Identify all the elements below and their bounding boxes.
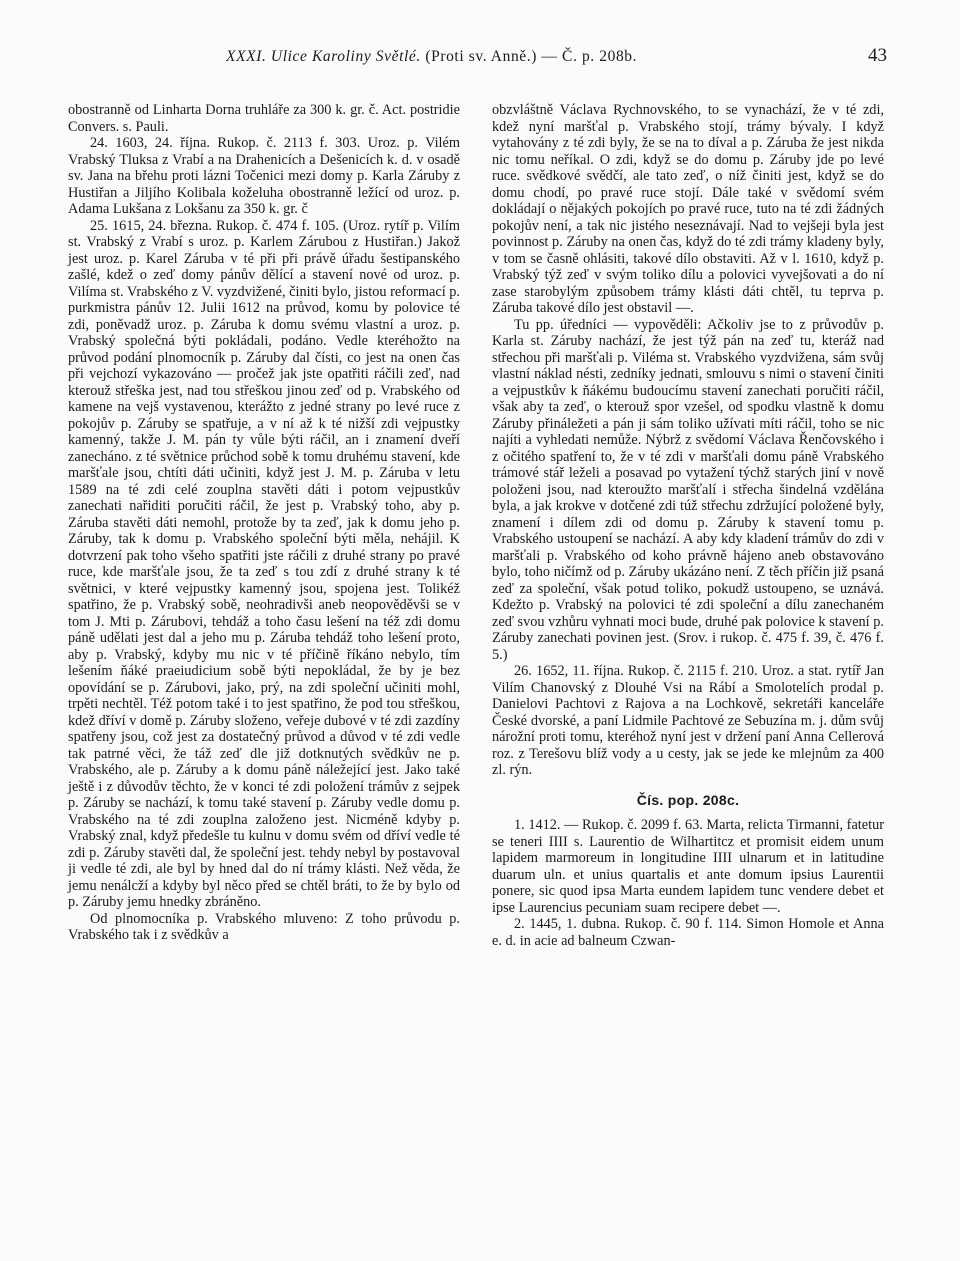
right-column xyxy=(492,102,884,949)
paragraph: Tu pp. úředníci — vypověděli: Ačkoliv jse to z průvodův p. Karla st. Záruby nachází, že jest týž pán na zeď tu, kteráž nad střechou při maršťali p. Viléma st. Vrabského vyzdvižena, sám svůj vlastní náklad nésti, zedníky jednati, smlouvu s nimi o stavení činiti a vejpustkův k ňákému budoucímu stavení zanechati poručiti ráčil, však aby ta zeď, o kterouž spor vzešel, od spodku vlastně k domu Záruby přináležeti a pán ji sám toliko užívati míti ráčil, toho se nic najíti a vyhledati nemůže. Nýbrž z svědomí Václava Řenčovského i z očitého spatření to, že v té zdi v maršťali domu páně Vrabského trámové stář leželi a posavad po vytažení týchž starých jiní v nově položeni jsou, nad kteroužto maršťalí i střecha šindelná vzdělána byla, a jak krokve v dotčené zdi túž střechu zdržující položené byly, znamení i dílem zdi od domu p. Záruby k stavení tomu p. Vrabského ustoupení se nachází. A aby kdy kladení trámův do zdi v maršťali p. Vrabského od koho právně hájeno aneb obstavováno bylo, toho ničímž od p. Záruby ukázáno není. Z těch příčin již psaná zeď za společní, však potud toliko, pokudž ustoupeno, se uznává. Kdežto p. Vrabský na polovici té zdi společní a dílu zanechaném zeď svou vzhůru vyhnati moci bude, druhé pak polovice k stavení p. Záruby zanechati povinen jest. (Srov. i rukop. č. 475 f. 39, č. 476 f. 5.) xyxy=(492,316,884,663)
paragraph: 26. 1652, 11. října. Rukop. č. 2115 f. 210. Uroz. a stat. rytíř Jan Vilím Chanovský z Dlouhé Vsi na Rábí a Smolotelích prodal p. Danielovi Pachtovi z Rajova a na Lochkově, sekretáři kanceláře České dvorské, a paní Lidmile Pachtové ze Sebuzína m. j. dům svůj nárožní proti tomu, kteréhož nyní jest v držení paní Anna Cellerová roz. z Terešovu blíž vody a u cesty, jak se jede ke mlejnům za 400 zl. rýn. xyxy=(492,663,884,778)
paragraph: 24. 1603, 24. října. Rukop. č. 2113 f. 303. Uroz. p. Vilém Vrabský Tluksa z Vrabí a na Drahenicích a Dešenicích k. d. v osadě sv. Jana na břehu proti lázni Točenici mezi domy p. Karla Záruby z Hustiřan a Jiljího Kolibala koželuha obostranně ležící od uroz. p. Adama Lukšana z Lokšanu za 350 k. gr. č xyxy=(68,135,460,217)
running-header xyxy=(0,44,960,78)
running-title-rest: (Proti sv. Anně.) — Č. p. 208b. xyxy=(425,48,638,65)
page-number: 43 xyxy=(868,45,887,66)
paragraph: obostranně od Linharta Dorna truhláře za 300 k. gr. č. Act. postridie Convers. s. Pauli. xyxy=(68,102,460,135)
paragraph: 1. 1412. — Rukop. č. 2099 f. 63. Marta, relicta Tirmanni, fatetur se teneri IIII s. Laurentio de Wilhartitcz et promisit eidem unum lapidem marmoreum in longitudine IIII ulnarum et in latitudine duarum uln. et unius quartalis et ante domum ipsius Laurentii ponere, sic quod ipsa Marta eundem lapidem tunc vendere debet et ipse Laurencius pecuniam suam recipere debet —. xyxy=(492,817,884,916)
section-heading: Čís. pop. 208c. xyxy=(636,791,740,808)
paragraph: Od plnomocníka p. Vrabského mluveno: Z toho průvodu p. Vrabského tak i z svědkův a xyxy=(68,910,460,943)
paragraph: 2. 1445, 1. dubna. Rukop. č. 90 f. 114. Simon Homole et Anna e. d. in acie ad balneum Czwan- xyxy=(492,916,884,949)
left-column xyxy=(68,102,460,944)
paragraph: obzvláštně Václava Rychnovského, to se vynachází, že v té zdi, kdež nyní maršťal p. Vrabského stojí, trámy bývaly. I když vytahovány z té zdi byly, že se na to díval a p. Záruba že jest nikda nic tomu neříkal. O zdi, když se do domu p. Záruby jde po levé ruce. svědkové svědčí, ale tato zeď, o níž činiti jest, když se do domu chodí, po pravé ruce stojí. Dále také v svědomí svém dokládají o nějakých pokojích po pravé ruce, tuto na té zdi žádných pokojův není, a tak nic jistého neseznávají. Nad to vejšeji byla jest povinnost p. Záruby na onen čas, když do té zdi trámy kladeny byly, v tom se časně ohlásiti, takové dílo obstaviti. Až v l. 1610, když p. Vrabský týž zeď v svým toliko dílu a polovici vyvejšovati a do ní zase starobylým způsobem trámy klásti dáti chtěl, tu teprva p. Záruba takové dílo jest obstavil —. xyxy=(492,102,884,316)
paragraph: 25. 1615, 24. března. Rukop. č. 474 f. 105. (Uroz. rytíř p. Vilím st. Vrabský z Vrabí s uroz. p. Karlem Zárubou z Hustiřan.) Jakož jest uroz. p. Karel Záruba v té při při právě úřadu šestipanského zašlé, kdež o zeď domy pánův dělící a stavení nové od uroz. p. Vilíma st. Vrabského z V. vyzdvižené, činiti bylo, jistou reformací p. purkmistra pánův 12. Julii 1612 na průvod, komu by polovice té zdi, poněvadž uroz. p. Záruba k domu svému vlastní a uroz. p. Vrabský společná býti pokládali, podáno. Vedle kteréhožto na průvod podání plnomocník p. Záruby dal čísti, co jest na onen čas při vejchozí vykazováno — pročež jak jste opatřiti ráčili zeď, nad kterouž střeška jest, nad tou střeškou jinou zeď od p. Vrabského od kamene na vejš vystavenou, kterážto z jedné strany po levé ruce z pokojův p. Záruby se spatřuje, a v ní až k té nižší zdi vejpustky kamenný, takže J. M. pán ty vůle býti ráčil, an i znamení dveří zanecháno. z té světnice průchod sobě k tomu druhému stavení, kde maršťale jsou, chtíti dáti učiniti, když jest J. M. p. Záruba v letu 1589 na té zdi celé zouplna stavěti dáti i potom vejpustkův zanechati nařiditi poručiti ráčil, že jest p. Vrabský toho, aby p. Záruba stavěti dáti nemohl, protože by ta zeď, jak k domu jeho p. Záruby, tak k domu p. Vrabského společní býti měla, nehájil. K dotvrzení pak toho všeho spatřiti jste ráčili z druhé strany po pravé ruce, kde maršťale jsou, že ta zeď s tou zdí z druhé strany k té světnici, v které vejpustky kamenný jsou, spojena jest. Tolikéž spatřino, že p. Vrabský sobě, neohradivši aneb neopověděvši se v tom J. Mti p. Zárubovi, tehdáž a toho času lešení na též zdi domu páně udělati jest dal a jeho mu p. Záruba tehdáž toho lešení proto, aby p. Vrabský, kdyby mu nic v té příčině říkáno nebylo, tím lešením ňáké praeiudicium sobě býti nepokládal, že by je bez opovídání se p. Zárubovi, jako, prý, na zdi společní učiniti mohl, trpěti nechtěl. Též potom také i to jest spatřino, že pod tou střeškou, kdež dříví v domě p. Záruby složeno, veřeje dubové v té zdi zazdíny spatřeny jsou, což jest za dostatečný průvod a důvod v té zdi vedle tak patrné věci, že táž zeď dle již dotknutých svědkův ne p. Vrabského, ale p. Záruby a k domu páně náležející jest. Jako také ještě i z důvodův těchto, že v konci té zdi položení trámův z sejpek p. Záruby se nachází, k tomu také stavení p. Záruby vedle domu p. Vrabského na té zdi zouplna založeno jest. Nicméně kdyby p. Vrabský znal, když předešle tu kulnu v domu svém od dříví vedle té zdi p. Záruby stavěti dal, že společní jest. tehdy nebyl by postavoval ji vedle té zdi, ale byl by hned dal do ní trámy klásti. Než věda, že jemu nenálcží a kdyby byl něco před se chtěl bráti, to že by bylo od p. Záruby jemu hnedky zbráněno. xyxy=(68,217,460,910)
running-title xyxy=(226,48,826,66)
running-title-italic: XXXI. Ulice Karoliny Světlé. xyxy=(226,48,421,65)
